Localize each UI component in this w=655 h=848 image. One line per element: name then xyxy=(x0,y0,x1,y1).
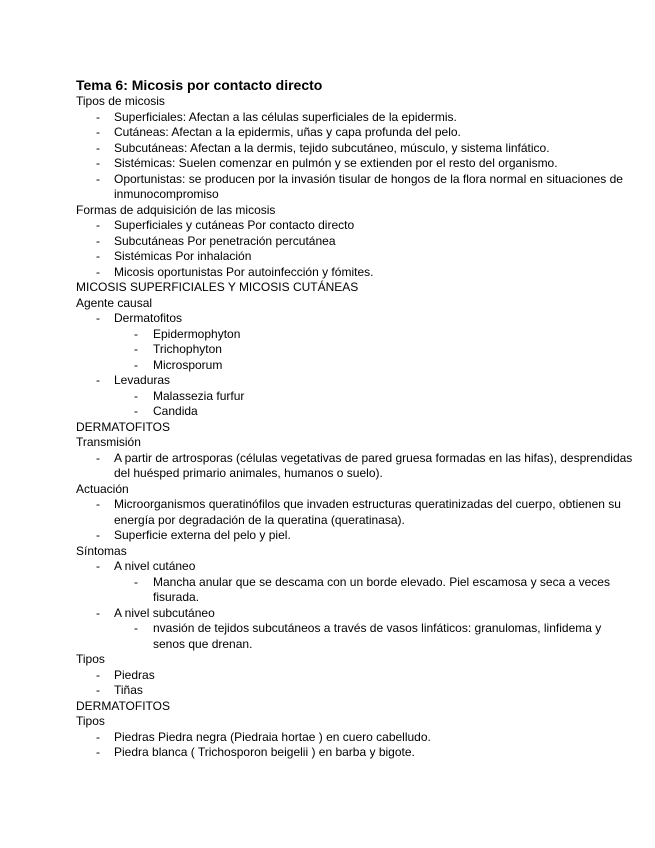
bullet-dash: - xyxy=(96,109,100,124)
bullet-dash: - xyxy=(134,326,138,341)
bullet-dash: - xyxy=(96,156,100,170)
list-item: - Superficiales y cutáneas Por contacto directo xyxy=(96,218,355,232)
bullet-dash: - xyxy=(96,450,100,465)
section-heading-tipos-micosis: Tipos de micosis xyxy=(76,94,165,108)
list-item: - Microsporum xyxy=(134,357,223,372)
section-heading-agente-causal: Agente causal xyxy=(76,295,153,310)
list-item: - Malassezia furfur xyxy=(134,388,245,403)
bullet-dash: - xyxy=(96,729,100,744)
section-heading-dermatofitos-2: DERMATOFITOS xyxy=(76,698,171,713)
list-item: - Candida xyxy=(134,404,198,418)
list-item: - A nivel subcutáneo xyxy=(96,605,215,620)
section-heading-tipos-2: Tipos xyxy=(76,714,105,728)
list-item: - Subcutáneas: Afectan a la dermis, tejido subcutáneo, músculo, y sistema linfático. xyxy=(96,140,550,155)
list-item: - Sistémicas: Suelen comenzar en pulmón y se extienden por el resto del organismo. xyxy=(96,156,558,170)
bullet-dash: - xyxy=(96,667,100,682)
bullet-dash: - xyxy=(134,574,138,589)
document-body xyxy=(76,77,636,761)
bullet-dash: - xyxy=(96,264,100,279)
list-item: - Piedras Piedra negra (Piedraia hortae ) en cuero cabelludo. xyxy=(96,729,431,744)
bullet-dash: - xyxy=(134,357,138,372)
section-heading-dermatofitos: DERMATOFITOS xyxy=(76,419,171,434)
list-item: - Cutáneas: Afectan a la epidermis, uñas y capa profunda del pelo. xyxy=(96,125,461,139)
list-item: - Oportunistas: se producen por la invasión tisular de hongos de la flora normal en situaciones de inmunocompromiso xyxy=(96,171,623,201)
bullet-dash: - xyxy=(96,140,100,155)
bullet-dash: - xyxy=(96,218,100,232)
list-item: - Trichophyton xyxy=(134,342,222,356)
list-item: - Levaduras xyxy=(96,373,171,387)
bullet-dash: - xyxy=(134,388,138,403)
list-item: - Epidermophyton xyxy=(134,326,241,341)
list-item: - Subcutáneas Por penetración percutánea xyxy=(96,233,336,248)
bullet-dash: - xyxy=(96,171,100,186)
bullet-dash: - xyxy=(134,342,138,356)
bullet-dash: - xyxy=(96,233,100,248)
list-item: - Superficie externa del pelo y piel. xyxy=(96,528,291,542)
list-item: - Piedras xyxy=(96,667,155,682)
list-item: - Superficiales: Afectan a las células superficiales de la epidermis. xyxy=(96,109,457,124)
list-item: - Micosis oportunistas Por autoinfección y fómites. xyxy=(96,264,374,279)
bullet-dash: - xyxy=(96,528,100,542)
list-item: - A partir de artrosporas (células vegetativas de pared gruesa formadas en las hifas), desprendidas del huésped primario animales, humanos o suelo). xyxy=(96,450,633,480)
section-heading-tipos: Tipos xyxy=(76,652,105,666)
bullet-dash: - xyxy=(96,559,100,573)
bullet-dash: - xyxy=(134,621,138,635)
bullet-dash: - xyxy=(96,249,100,263)
list-item: - Microorganismos queratinófilos que invaden estructuras queratinizadas del cuerpo, obtienen su energía por degradación de la queratina (queratinasa). xyxy=(96,497,621,527)
list-item: - A nivel cutáneo xyxy=(96,559,196,573)
list-item: - Tiñas xyxy=(96,683,143,697)
bullet-dash: - xyxy=(96,605,100,620)
bullet-dash: - xyxy=(96,373,100,387)
bullet-dash: - xyxy=(96,311,100,325)
bullet-dash: - xyxy=(96,497,100,511)
list-item: - Mancha anular que se descama con un borde elevado. Piel escamosa y seca a veces fisurada. xyxy=(134,574,610,604)
bullet-dash: - xyxy=(96,125,100,139)
section-heading-superficiales: MICOSIS SUPERFICIALES Y MICOSIS CUTÁNEAS xyxy=(76,280,359,294)
list-item: - Sistémicas Por inhalación xyxy=(96,249,252,263)
section-heading-actuacion: Actuación xyxy=(76,481,129,496)
section-heading-formas: Formas de adquisición de las micosis xyxy=(76,202,276,217)
bullet-dash: - xyxy=(96,683,100,697)
section-heading-transmision: Transmisión xyxy=(76,435,141,449)
document-title: Tema 6: Micosis por contacto directo xyxy=(76,77,323,93)
bullet-dash: - xyxy=(134,404,138,418)
list-item: - nvasión de tejidos subcutáneos a través de vasos linfáticos: granulomas, linfidema y senos que drenan. xyxy=(134,621,602,651)
bullet-dash: - xyxy=(96,745,100,759)
section-heading-sintomas: Síntomas xyxy=(76,543,127,558)
list-item: - Piedra blanca ( Trichosporon beigelii ) en barba y bigote. xyxy=(96,745,415,759)
list-item: - Dermatofitos xyxy=(96,311,183,325)
